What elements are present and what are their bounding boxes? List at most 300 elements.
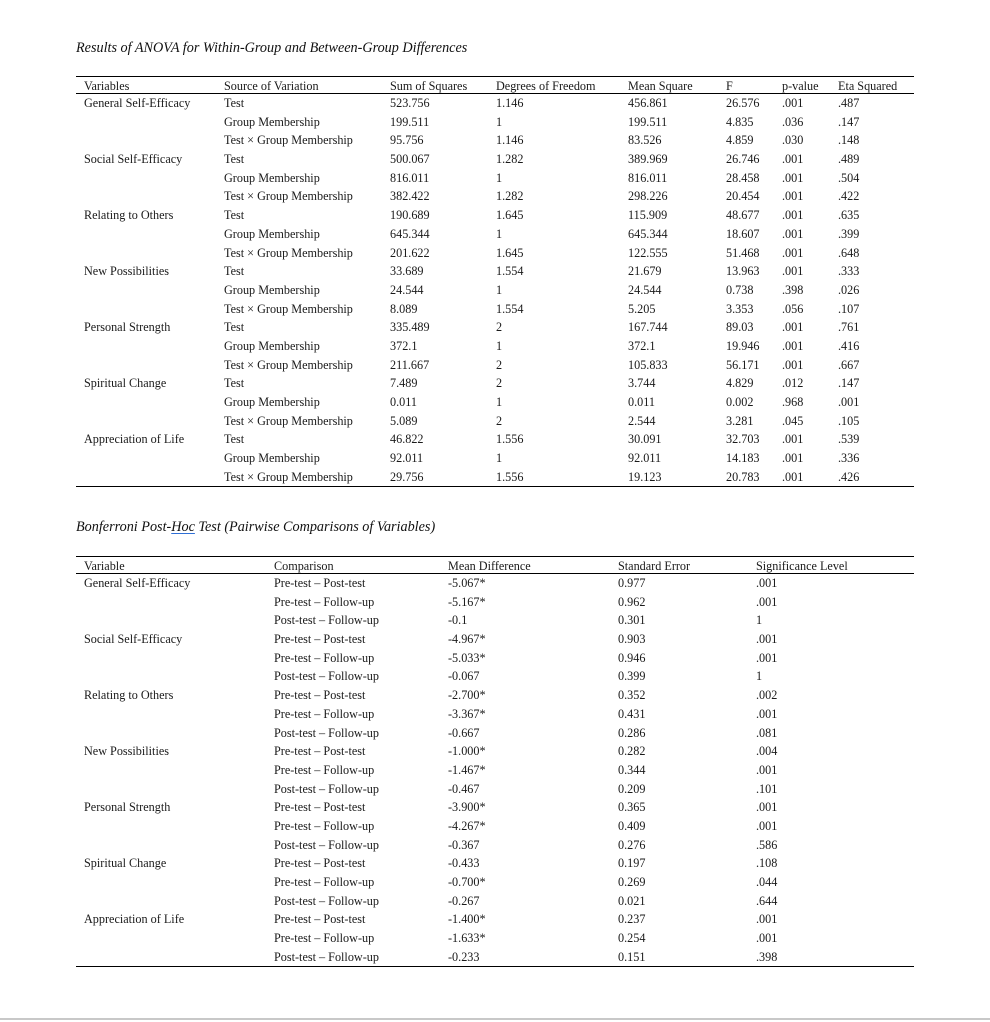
cell-sum-of-squares: 335.489 (390, 320, 430, 335)
bonferroni-table (76, 556, 914, 967)
table-row (76, 705, 914, 724)
cell-df: 2 (496, 357, 503, 372)
cell-source: Test (224, 152, 245, 167)
cell-p-value: .001 (782, 320, 804, 335)
cell-df: 1.146 (496, 96, 524, 110)
cell-eta-squared: .489 (838, 152, 860, 167)
cell-eta-squared: .487 (838, 96, 860, 110)
cell-f-value: 0.738 (726, 282, 754, 297)
cell-standard-error: 0.946 (618, 650, 646, 665)
cell-comparison: Pre-test – Post-test (274, 632, 366, 647)
cell-significance: .398 (756, 949, 778, 964)
cell-standard-error: 0.276 (618, 837, 646, 852)
cell-mean-difference: -0.067 (448, 669, 480, 684)
cell-variable: Relating to Others (84, 208, 174, 223)
cell-mean-square: 24.544 (628, 282, 662, 297)
cell-comparison: Post-test – Follow-up (274, 725, 379, 740)
page-bottom-divider (0, 1018, 990, 1020)
header-f-value: F (726, 79, 733, 93)
cell-p-value: .001 (782, 451, 804, 466)
cell-comparison: Pre-test – Post-test (274, 576, 366, 590)
cell-p-value: .001 (782, 264, 804, 279)
cell-df: 1.554 (496, 264, 524, 279)
table-row (76, 761, 914, 780)
cell-comparison: Pre-test – Follow-up (274, 818, 375, 833)
cell-source: Group Membership (224, 338, 320, 353)
cell-mean-square: 167.744 (628, 320, 668, 335)
cell-p-value: .036 (782, 114, 804, 129)
cell-f-value: 13.963 (726, 264, 760, 279)
cell-sum-of-squares: 29.756 (390, 469, 424, 484)
cell-source: Test (224, 208, 245, 223)
cell-comparison: Post-test – Follow-up (274, 949, 379, 964)
cell-standard-error: 0.352 (618, 688, 646, 703)
cell-variable: General Self-Efficacy (84, 576, 191, 590)
cell-sum-of-squares: 201.622 (390, 245, 430, 260)
cell-mean-square: 30.091 (628, 432, 662, 447)
cell-sum-of-squares: 816.011 (390, 170, 430, 185)
cell-variable: Appreciation of Life (84, 432, 185, 447)
cell-standard-error: 0.962 (618, 594, 646, 609)
cell-sum-of-squares: 33.689 (390, 264, 424, 279)
cell-p-value: .001 (782, 338, 804, 353)
cell-comparison: Pre-test – Post-test (274, 912, 366, 927)
cell-df: 1.556 (496, 432, 524, 447)
cell-eta-squared: .635 (838, 208, 860, 223)
cell-df: 1 (496, 451, 503, 466)
cell-df: 2 (496, 376, 503, 391)
table-row (76, 412, 914, 431)
cell-p-value: .968 (782, 395, 804, 409)
table-row (76, 225, 914, 244)
cell-sum-of-squares: 500.067 (390, 152, 430, 167)
cell-significance: .001 (756, 706, 778, 721)
table-row (76, 449, 914, 468)
header-df: Degrees of Freedom (496, 79, 596, 93)
cell-source: Test × Group Membership (224, 189, 353, 204)
cell-df: 1 (496, 395, 503, 409)
cell-variable: New Possibilities (84, 264, 169, 279)
cell-df: 1 (496, 170, 503, 185)
table-row (76, 318, 914, 337)
cell-eta-squared: .107 (838, 301, 860, 316)
cell-mean-square: 199.511 (628, 114, 668, 129)
cell-df: 1.146 (496, 133, 524, 148)
anova-table-body (76, 94, 914, 486)
cell-eta-squared: .147 (838, 114, 860, 129)
cell-variable: Personal Strength (84, 800, 171, 815)
cell-sum-of-squares: 645.344 (390, 226, 430, 241)
cell-standard-error: 0.903 (618, 632, 646, 647)
cell-sum-of-squares: 190.689 (390, 208, 430, 223)
cell-comparison: Post-test – Follow-up (274, 837, 379, 852)
cell-source: Test (224, 96, 245, 110)
cell-mean-square: 816.011 (628, 170, 668, 185)
cell-f-value: 20.783 (726, 469, 760, 484)
cell-significance: .002 (756, 688, 778, 703)
table-row (76, 206, 914, 225)
cell-standard-error: 0.197 (618, 856, 646, 871)
cell-significance: .001 (756, 594, 778, 609)
cell-p-value: .398 (782, 282, 804, 297)
table-row (76, 131, 914, 150)
table-row (76, 281, 914, 300)
cell-eta-squared: .539 (838, 432, 860, 447)
cell-standard-error: 0.269 (618, 875, 646, 889)
cell-f-value: 28.458 (726, 170, 760, 185)
cell-comparison: Pre-test – Follow-up (274, 762, 375, 777)
cell-p-value: .001 (782, 357, 804, 372)
cell-mean-square: 389.969 (628, 152, 668, 167)
cell-variable: General Self-Efficacy (84, 96, 191, 110)
table-row (76, 649, 914, 668)
cell-standard-error: 0.021 (618, 893, 646, 908)
cell-df: 1.556 (496, 469, 524, 484)
cell-p-value: .030 (782, 133, 804, 148)
cell-comparison: Pre-test – Follow-up (274, 706, 375, 721)
cell-p-value: .001 (782, 152, 804, 167)
table-row (76, 780, 914, 799)
cell-standard-error: 0.151 (618, 949, 646, 964)
cell-mean-difference: -1.633* (448, 931, 486, 946)
cell-mean-square: 5.205 (628, 301, 656, 316)
header-variable: Variable (84, 559, 125, 573)
cell-sum-of-squares: 92.011 (390, 451, 424, 466)
cell-standard-error: 0.399 (618, 669, 646, 684)
table-row (76, 910, 914, 929)
cell-df: 1 (496, 226, 503, 241)
bonferroni-header-row (76, 557, 914, 574)
cell-p-value: .001 (782, 245, 804, 260)
cell-comparison: Post-test – Follow-up (274, 781, 379, 796)
table-row (76, 630, 914, 649)
anova-table (76, 76, 914, 487)
cell-f-value: 3.353 (726, 301, 754, 316)
cell-significance: .001 (756, 931, 778, 946)
cell-significance: .004 (756, 744, 778, 759)
anova-header-row (76, 77, 914, 94)
cell-source: Group Membership (224, 114, 320, 129)
cell-eta-squared: .148 (838, 133, 860, 148)
cell-significance: .001 (756, 632, 778, 647)
cell-df: 2 (496, 320, 503, 335)
cell-sum-of-squares: 523.756 (390, 96, 430, 110)
cell-sum-of-squares: 382.422 (390, 189, 430, 204)
cell-comparison: Pre-test – Post-test (274, 800, 366, 815)
cell-comparison: Pre-test – Follow-up (274, 650, 375, 665)
cell-source: Test × Group Membership (224, 357, 353, 372)
cell-sum-of-squares: 199.511 (390, 114, 430, 129)
header-significance: Significance Level (756, 559, 848, 573)
cell-source: Group Membership (224, 451, 320, 466)
table-row (76, 574, 914, 593)
cell-eta-squared: .761 (838, 320, 860, 335)
cell-f-value: 48.677 (726, 208, 760, 223)
cell-f-value: 32.703 (726, 432, 760, 447)
cell-eta-squared: .422 (838, 189, 860, 204)
cell-eta-squared: .399 (838, 226, 860, 241)
cell-significance: 1 (756, 613, 763, 628)
cell-mean-difference: -0.367 (448, 837, 480, 852)
cell-f-value: 26.746 (726, 152, 760, 167)
cell-significance: .644 (756, 893, 778, 908)
cell-comparison: Post-test – Follow-up (274, 669, 379, 684)
cell-sum-of-squares: 5.089 (390, 413, 418, 428)
cell-mean-difference: -3.900* (448, 800, 486, 815)
cell-sum-of-squares: 24.544 (390, 282, 424, 297)
cell-mean-difference: -1.000* (448, 744, 486, 759)
cell-variable: Spiritual Change (84, 376, 167, 391)
cell-mean-square: 122.555 (628, 245, 668, 260)
cell-source: Group Membership (224, 226, 320, 241)
cell-mean-square: 105.833 (628, 357, 668, 372)
cell-comparison: Pre-test – Post-test (274, 688, 366, 703)
cell-eta-squared: .426 (838, 469, 860, 484)
table-row (76, 94, 914, 113)
table-row (76, 873, 914, 892)
cell-mean-difference: -4.267* (448, 818, 486, 833)
cell-eta-squared: .001 (838, 395, 860, 409)
cell-p-value: .001 (782, 469, 804, 484)
cell-source: Test × Group Membership (224, 301, 353, 316)
cell-eta-squared: .105 (838, 413, 860, 428)
cell-p-value: .001 (782, 170, 804, 185)
table-row (76, 593, 914, 612)
cell-f-value: 3.281 (726, 413, 754, 428)
cell-mean-difference: -0.667 (448, 725, 480, 740)
cell-df: 1.282 (496, 152, 524, 167)
cell-p-value: .001 (782, 208, 804, 223)
cell-p-value: .012 (782, 376, 804, 391)
cell-p-value: .056 (782, 301, 804, 316)
cell-comparison: Pre-test – Post-test (274, 856, 366, 871)
table-row (76, 356, 914, 375)
header-mean-square: Mean Square (628, 79, 693, 93)
cell-mean-difference: -0.233 (448, 949, 480, 964)
cell-mean-square: 21.679 (628, 264, 662, 279)
cell-sum-of-squares: 46.822 (390, 432, 424, 447)
cell-significance: .101 (756, 781, 778, 796)
cell-source: Group Membership (224, 282, 320, 297)
cell-standard-error: 0.409 (618, 818, 646, 833)
cell-source: Test (224, 376, 245, 391)
table-row (76, 929, 914, 948)
cell-source: Group Membership (224, 395, 320, 409)
cell-mean-difference: -0.433 (448, 856, 480, 871)
cell-comparison: Pre-test – Post-test (274, 744, 366, 759)
table-row (76, 798, 914, 817)
header-source: Source of Variation (224, 79, 319, 93)
cell-source: Test (224, 264, 245, 279)
cell-comparison: Pre-test – Follow-up (274, 931, 375, 946)
cell-significance: .001 (756, 912, 778, 927)
table-row (76, 113, 914, 132)
cell-f-value: 89.03 (726, 320, 754, 335)
table-row (76, 724, 914, 743)
caption-text-1: Bonferroni Post- (76, 519, 172, 535)
cell-df: 1.554 (496, 301, 524, 316)
cell-significance: .001 (756, 818, 778, 833)
cell-significance: .044 (756, 875, 778, 889)
cell-f-value: 14.183 (726, 451, 760, 466)
header-variable: Variables (84, 79, 130, 93)
spellcheck-flagged-word: Hoc (171, 519, 195, 535)
cell-significance: .001 (756, 762, 778, 777)
cell-variable: Personal Strength (84, 320, 171, 335)
cell-significance: .108 (756, 856, 778, 871)
cell-standard-error: 0.286 (618, 725, 646, 740)
caption-text-2: Test (Pairwise Comparisons of Variables) (194, 519, 436, 535)
header-sum-of-squares: Sum of Squares (390, 79, 468, 93)
table-row (76, 393, 914, 412)
cell-variable: Appreciation of Life (84, 912, 185, 927)
cell-mean-difference: -0.1 (448, 613, 468, 628)
table-row (76, 742, 914, 761)
table-row (76, 686, 914, 705)
cell-eta-squared: .648 (838, 245, 860, 260)
cell-standard-error: 0.254 (618, 931, 646, 946)
cell-standard-error: 0.344 (618, 762, 646, 777)
cell-p-value: .001 (782, 226, 804, 241)
cell-comparison: Pre-test – Follow-up (274, 875, 375, 889)
cell-mean-square: 372.1 (628, 338, 656, 353)
cell-mean-square: 92.011 (628, 451, 662, 466)
cell-source: Test × Group Membership (224, 133, 353, 148)
table-row (76, 817, 914, 836)
cell-significance: .001 (756, 650, 778, 665)
bonferroni-table-body (76, 574, 914, 966)
cell-mean-difference: -0.467 (448, 781, 480, 796)
cell-source: Test × Group Membership (224, 469, 353, 484)
cell-mean-difference: -0.700* (448, 875, 486, 889)
cell-standard-error: 0.282 (618, 744, 646, 759)
cell-p-value: .001 (782, 189, 804, 204)
cell-mean-square: 83.526 (628, 133, 662, 148)
table-row (76, 374, 914, 393)
table-row (76, 667, 914, 686)
header-mean-difference: Mean Difference (448, 559, 531, 573)
cell-significance: .001 (756, 576, 778, 590)
table-row (76, 836, 914, 855)
cell-mean-square: 3.744 (628, 376, 656, 391)
cell-p-value: .001 (782, 432, 804, 447)
cell-eta-squared: .667 (838, 357, 860, 372)
cell-f-value: 0.002 (726, 395, 754, 409)
cell-f-value: 51.468 (726, 245, 760, 260)
cell-variable: Spiritual Change (84, 856, 167, 871)
cell-mean-difference: -5.067* (448, 576, 486, 590)
cell-mean-difference: -1.467* (448, 762, 486, 777)
cell-f-value: 4.835 (726, 114, 754, 129)
table-row (76, 150, 914, 169)
cell-variable: Social Self-Efficacy (84, 152, 183, 167)
cell-sum-of-squares: 211.667 (390, 357, 430, 372)
cell-mean-square: 298.226 (628, 189, 668, 204)
cell-df: 1.645 (496, 208, 524, 223)
cell-df: 1.645 (496, 245, 524, 260)
table-row (76, 892, 914, 911)
cell-variable: New Possibilities (84, 744, 169, 759)
cell-standard-error: 0.431 (618, 706, 646, 721)
table-row (76, 854, 914, 873)
cell-sum-of-squares: 8.089 (390, 301, 418, 316)
cell-mean-difference: -1.400* (448, 912, 486, 927)
cell-df: 1 (496, 282, 503, 297)
table-row (76, 430, 914, 449)
cell-mean-square: 2.544 (628, 413, 656, 428)
table-row (76, 187, 914, 206)
cell-df: 2 (496, 413, 503, 428)
header-p-value: p-value (782, 79, 819, 93)
cell-source: Test (224, 432, 245, 447)
cell-df: 1.282 (496, 189, 524, 204)
cell-comparison: Pre-test – Follow-up (274, 594, 375, 609)
cell-source: Test × Group Membership (224, 413, 353, 428)
cell-mean-difference: -3.367* (448, 706, 486, 721)
cell-comparison: Post-test – Follow-up (274, 893, 379, 908)
table-row (76, 948, 914, 967)
cell-variable: Relating to Others (84, 688, 174, 703)
cell-mean-difference: -4.967* (448, 632, 486, 647)
cell-sum-of-squares: 95.756 (390, 133, 424, 148)
cell-mean-square: 0.011 (628, 395, 655, 409)
table-row (76, 300, 914, 319)
cell-p-value: .001 (782, 96, 804, 110)
cell-sum-of-squares: 0.011 (390, 395, 417, 409)
cell-f-value: 18.607 (726, 226, 760, 241)
cell-comparison: Post-test – Follow-up (274, 613, 379, 628)
cell-eta-squared: .416 (838, 338, 860, 353)
cell-sum-of-squares: 7.489 (390, 376, 418, 391)
cell-eta-squared: .336 (838, 451, 860, 466)
cell-significance: .001 (756, 800, 778, 815)
anova-table-caption: Results of ANOVA for Within-Group and Between-Group Differences (76, 40, 468, 56)
cell-eta-squared: .504 (838, 170, 860, 185)
cell-standard-error: 0.977 (618, 576, 646, 590)
cell-significance: .081 (756, 725, 778, 740)
cell-standard-error: 0.237 (618, 912, 646, 927)
cell-significance: 1 (756, 669, 763, 684)
header-standard-error: Standard Error (618, 559, 691, 573)
cell-source: Test × Group Membership (224, 245, 353, 260)
header-eta-squared: Eta Squared (838, 79, 898, 93)
cell-f-value: 56.171 (726, 357, 760, 372)
cell-mean-difference: -2.700* (448, 688, 486, 703)
table-row (76, 262, 914, 281)
cell-source: Test (224, 320, 245, 335)
cell-sum-of-squares: 372.1 (390, 338, 418, 353)
cell-mean-square: 645.344 (628, 226, 668, 241)
cell-mean-difference: -0.267 (448, 893, 480, 908)
cell-eta-squared: .026 (838, 282, 860, 297)
cell-f-value: 4.859 (726, 133, 754, 148)
cell-df: 1 (496, 114, 503, 129)
cell-mean-square: 19.123 (628, 469, 662, 484)
cell-standard-error: 0.301 (618, 613, 646, 628)
cell-mean-difference: -5.033* (448, 650, 486, 665)
cell-eta-squared: .147 (838, 376, 860, 391)
table-row (76, 244, 914, 263)
cell-f-value: 20.454 (726, 189, 760, 204)
table-row (76, 468, 914, 487)
cell-significance: .586 (756, 837, 778, 852)
cell-source: Group Membership (224, 170, 320, 185)
table-row (76, 611, 914, 630)
table-row (76, 169, 914, 188)
cell-variable: Social Self-Efficacy (84, 632, 183, 647)
table-row (76, 337, 914, 356)
header-comparison: Comparison (274, 559, 334, 573)
